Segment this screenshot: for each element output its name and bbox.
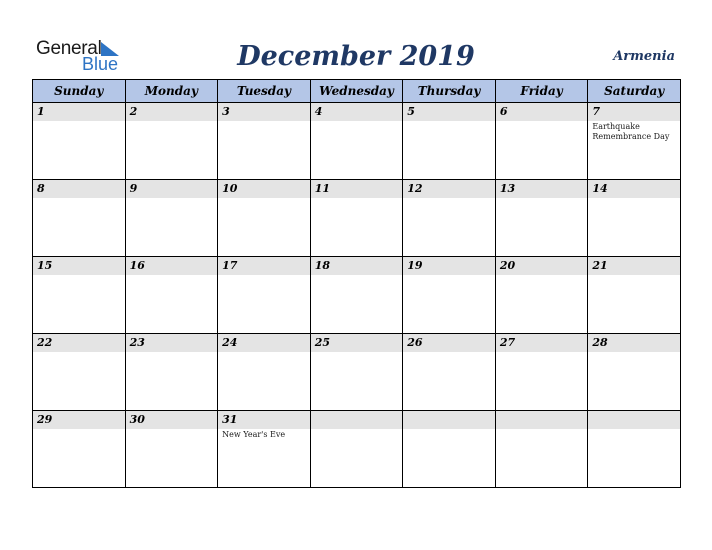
weekday-thursday: Thursday [403,80,496,103]
day-cell [33,334,126,411]
day-cell [495,180,588,257]
week-row-3 [33,257,681,334]
empty-day-cell [310,411,403,488]
day-cell [310,180,403,257]
logo-text-general: General [36,38,102,59]
day-number: 31 [218,411,310,429]
day-cell [588,257,681,334]
day-number: 10 [218,180,310,198]
day-number: 16 [126,257,218,275]
calendar-title: December 2019 [237,41,475,72]
day-number: 23 [126,334,218,352]
holiday-label: New Year's Eve [222,430,286,439]
day-number: 27 [496,334,588,352]
empty-day-bar [496,411,588,429]
day-number: 13 [496,180,588,198]
day-number: 1 [33,103,125,121]
day-cell [403,257,496,334]
day-cell [33,411,126,488]
day-number: 21 [588,257,680,275]
day-cell [125,180,218,257]
day-cell [218,103,311,180]
week-row-5 [33,411,681,488]
day-cell [588,334,681,411]
day-number: 22 [33,334,125,352]
day-number: 18 [311,257,403,275]
empty-day-bar [403,411,495,429]
week-row-4 [33,334,681,411]
day-cell [403,180,496,257]
day-cell [495,103,588,180]
day-cell [33,180,126,257]
day-cell [310,257,403,334]
empty-day-cell [403,411,496,488]
day-cell [125,103,218,180]
day-number: 8 [33,180,125,198]
day-number: 24 [218,334,310,352]
day-cell [218,411,311,488]
weekday-saturday: Saturday [588,80,681,103]
weekday-tuesday: Tuesday [218,80,311,103]
day-number: 3 [218,103,310,121]
day-number: 30 [126,411,218,429]
weekday-monday: Monday [125,80,218,103]
holiday-label: Earthquake Remembrance Day [592,122,670,141]
day-number: 4 [311,103,403,121]
day-number: 19 [403,257,495,275]
empty-day-cell [495,411,588,488]
day-number: 26 [403,334,495,352]
weekday-wednesday: Wednesday [310,80,403,103]
day-number: 9 [126,180,218,198]
empty-day-cell [588,411,681,488]
day-number: 29 [33,411,125,429]
logo-text-blue: Blue [82,54,119,74]
week-row-2 [33,180,681,257]
day-cell [403,334,496,411]
day-number: 25 [311,334,403,352]
week-row-1 [33,103,681,180]
weekday-friday: Friday [495,80,588,103]
weekday-sunday: Sunday [33,80,126,103]
day-number: 12 [403,180,495,198]
day-cell [125,334,218,411]
day-cell [218,180,311,257]
day-number: 17 [218,257,310,275]
day-number: 5 [403,103,495,121]
day-number: 7 [588,103,680,121]
weekday-header-row [33,80,681,103]
country-label: Armenia [613,49,675,64]
day-cell [310,334,403,411]
day-number: 6 [496,103,588,121]
empty-day-bar [311,411,403,429]
day-cell [218,257,311,334]
day-cell [495,334,588,411]
day-number: 2 [126,103,218,121]
day-number: 28 [588,334,680,352]
day-number: 11 [311,180,403,198]
day-cell [310,103,403,180]
day-cell [403,103,496,180]
day-number: 14 [588,180,680,198]
day-cell [218,334,311,411]
day-cell [125,257,218,334]
day-cell [125,411,218,488]
day-cell [588,180,681,257]
day-cell [33,257,126,334]
day-number: 15 [33,257,125,275]
day-cell [495,257,588,334]
empty-day-bar [588,411,680,429]
calendar-grid [32,79,681,488]
day-number: 20 [496,257,588,275]
day-cell [33,103,126,180]
day-cell [588,103,681,180]
